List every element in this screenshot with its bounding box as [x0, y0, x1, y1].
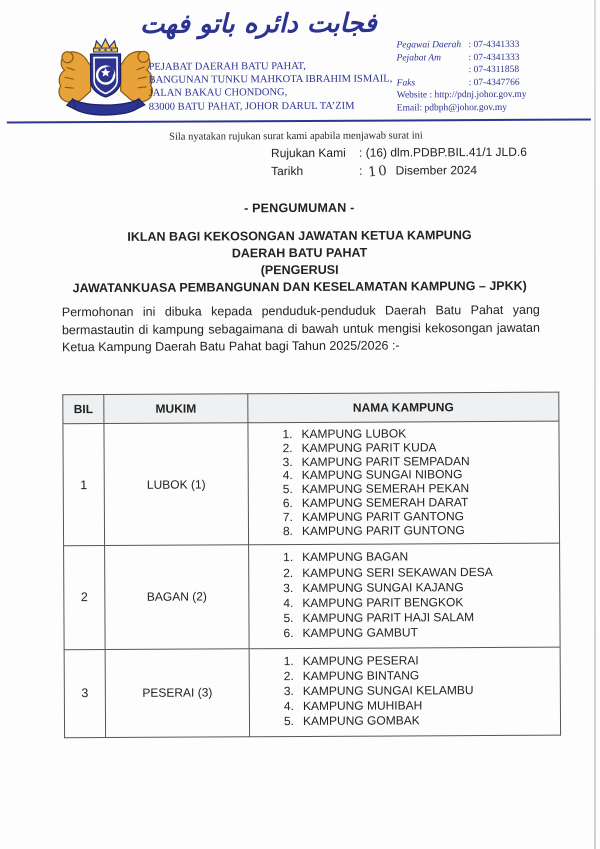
address-line: BANGUNAN TUNKU MAHKOTA IBRAHIM ISMAIL, — [148, 73, 393, 86]
tiger-left-icon — [59, 52, 91, 103]
title-line: DAERAH BATU PAHAT — [231, 245, 368, 261]
contact-phone-rows — [396, 38, 588, 89]
address-line: JALAN BAKAU CHONDONG, — [148, 87, 288, 100]
kampung-cell — [248, 421, 560, 545]
header-nama-kampung: NAMA KAMPUNG — [248, 392, 559, 423]
kampung-item-name: KAMPUNG PARIT BENGKOK — [302, 595, 464, 610]
kampung-item-name: KAMPUNG SEMERAH PEKAN — [301, 481, 470, 497]
kampung-item-number: 5. — [283, 611, 294, 626]
contact-phone-value: : 07-4311858 — [468, 65, 520, 76]
contact-phone-label — [397, 64, 469, 77]
kampung-item-name: KAMPUNG SERI SEKAWAN DESA — [302, 564, 493, 580]
title-line: IKLAN BAGI KEKOSONGAN JAWATAN KETUA KAMPUNG — [127, 228, 472, 244]
kampung-item-name: KAMPUNG SEMERAH DARAT — [301, 495, 469, 510]
kampung-item-number: 1. — [283, 550, 294, 565]
kampung-item-name: KAMPUNG PARIT GANTONG — [301, 508, 464, 524]
kampung-item-number: 6. — [282, 496, 293, 511]
kampung-item-name: KAMPUNG LUBOK — [301, 426, 407, 441]
email-line: Email: pdbph@johor.gov.my — [396, 102, 508, 114]
kampung-item-number: 2. — [283, 668, 294, 683]
kampung-item-name: KAMPUNG SUNGAI NIBONG — [301, 467, 463, 483]
kampung-item-name: KAMPUNG GAMBUT — [302, 625, 418, 641]
kampung-item-number: 4. — [283, 699, 294, 714]
mukim-cell: PESERAI (3) — [105, 648, 249, 737]
kampung-list-item — [268, 667, 560, 684]
kampung-cell — [249, 544, 561, 649]
kampung-item-number: 3. — [283, 580, 294, 595]
kampung-list-item — [267, 610, 559, 627]
kampung-list-item — [268, 683, 560, 700]
kampung-item-number: 7. — [282, 509, 293, 524]
kampung-list — [267, 549, 559, 642]
kampung-item-number: 1. — [283, 653, 294, 668]
kampung-list-item — [267, 579, 559, 596]
header-mukim: MUKIM — [104, 394, 248, 424]
crown-icon — [93, 39, 117, 52]
address-line: 83000 BATU PAHAT, JOHOR DARUL TA’ZIM — [148, 100, 355, 113]
contact-info-block — [396, 38, 588, 115]
shield-icon — [91, 54, 121, 97]
kampung-list — [268, 652, 560, 730]
contact-phone-label: Faks — [396, 78, 416, 89]
tarikh-colon: : — [359, 163, 363, 178]
contact-phone-row — [397, 76, 589, 90]
contact-phone-row — [396, 51, 588, 65]
office-name: PEJABAT DAERAH BATU PAHAT, — [148, 60, 306, 73]
bil-cell: 3 — [64, 649, 105, 737]
contact-phone-label: Pegawai Daerah — [396, 40, 462, 51]
kampung-item-number: 4. — [283, 596, 294, 611]
table-row — [64, 544, 561, 650]
kampung-item-number: 5. — [282, 482, 293, 497]
bil-cell: 2 — [64, 546, 106, 649]
kampung-list-item — [267, 564, 559, 581]
kampung-item-number: 6. — [283, 626, 294, 641]
mukim-cell: LUBOK (1) — [104, 423, 249, 546]
tarikh-value: Disember 2024 — [395, 163, 478, 178]
kampung-item-name: KAMPUNG GOMBAK — [302, 713, 420, 729]
kampung-item-number: 5. — [283, 714, 295, 729]
kampung-list — [266, 427, 559, 539]
kampung-item-name: KAMPUNG PARIT HAJI SALAM — [302, 610, 475, 626]
kampung-list-item — [268, 625, 560, 642]
johor-coat-of-arms — [54, 37, 156, 122]
announcement-title — [0, 226, 600, 297]
kampung-item-name: KAMPUNG PARIT KUDA — [301, 440, 437, 455]
contact-phone-row — [396, 38, 588, 52]
title-line: JAWATANKUASA PEMBANGUNAN DAN KESELAMATAN KAMPUNG – JPKK) — [72, 278, 527, 296]
kampung-item-number: 8. — [282, 523, 294, 538]
kampung-list-item — [268, 713, 560, 730]
kampung-item-name: KAMPUNG MUHIBAH — [302, 698, 423, 714]
kampung-item-number: 3. — [283, 684, 294, 699]
contact-phone-value: : 07-4341333 — [468, 52, 520, 63]
mukim-cell: BAGAN (2) — [105, 545, 250, 649]
contact-phone-label: Pejabat Am — [396, 52, 441, 64]
header-bil: BIL — [63, 395, 104, 424]
mukim-kampung-table — [62, 392, 561, 738]
kampung-item-name: KAMPUNG BINTANG — [302, 668, 420, 683]
kampung-item-name: KAMPUNG PARIT SEMPADAN — [301, 453, 470, 469]
kampung-item-name: KAMPUNG SUNGAI KAJANG — [302, 579, 464, 595]
tarikh-day-handwritten: 10 — [367, 162, 390, 181]
mukim-table-body — [63, 421, 561, 737]
contact-phone-value: : 07-4341333 — [468, 39, 520, 51]
kampung-list-item — [268, 652, 560, 669]
jawi-calligraphy: فجابت دائره باتو فهت — [139, 8, 377, 40]
rujukan-value: : (16) dlm.PDBP.BIL.41/1 JLD.6 — [358, 144, 527, 160]
tarikh-label: Tarikh — [271, 163, 304, 179]
kampung-item-name: KAMPUNG BAGAN — [302, 549, 409, 565]
title-line: (PENGERUSI — [260, 262, 339, 278]
kampung-item-number: 2. — [282, 440, 293, 455]
bil-cell: 1 — [63, 424, 105, 547]
table-row — [63, 421, 560, 546]
table-row — [64, 647, 560, 738]
kampung-item-number: 3. — [282, 454, 293, 469]
announcement-body: Permohonan ini dibuka kepada penduduk-penduduk Daerah Batu Pahat yang bermastautin di kampung sebagaimana di bawah untuk mengisi kekosongan jawatan Ketua Kampung Daerah Batu Pahat bagi Tahun 2025/2026 :- — [61, 302, 540, 355]
reference-note: Sila nyatakan rujukan surat kami apabila menjawab surat ini — [169, 130, 423, 143]
scan-edge-artifact — [594, 0, 596, 849]
contact-phone-value: : 07-4347766 — [468, 77, 520, 88]
kampung-item-number: 4. — [282, 468, 293, 483]
kampung-list-item — [267, 595, 559, 612]
kampung-item-name: KAMPUNG SUNGAI KELAMBU — [302, 683, 474, 698]
kampung-item-number: 1. — [282, 427, 293, 442]
kampung-item-name: KAMPUNG PESERAI — [302, 652, 419, 668]
rujukan-label: Rujukan Kami — [270, 145, 346, 161]
kampung-item-name: KAMPUNG PARIT GUNTONG — [301, 522, 465, 538]
website-line: Website : http://pdnj.johor.gov.my — [396, 90, 527, 101]
contact-phone-row — [397, 64, 589, 78]
table-header-row — [63, 392, 559, 424]
tarikh-row — [271, 163, 477, 180]
kampung-list-item — [267, 523, 559, 538]
rujukan-kami-row — [271, 145, 527, 160]
office-address-block — [149, 59, 409, 113]
pengumuman-heading: - PENGUMUMAN - — [244, 200, 355, 216]
kampung-cell — [249, 647, 560, 737]
kampung-list-item — [267, 549, 559, 566]
kampung-item-number: 2. — [283, 565, 294, 580]
kampung-list-item — [268, 698, 560, 715]
banner-scroll-icon — [67, 99, 145, 115]
